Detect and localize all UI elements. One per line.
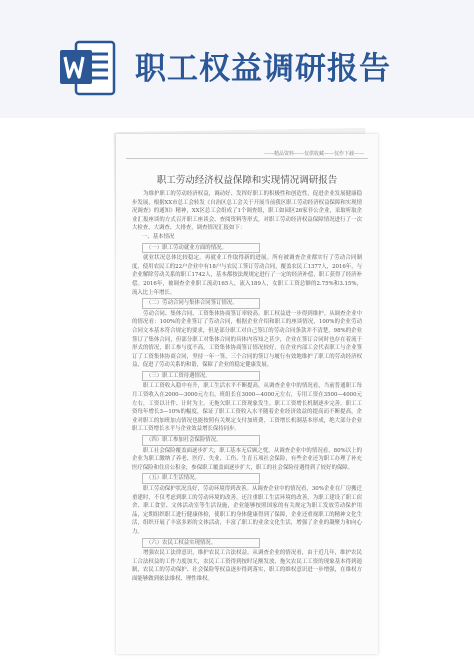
word-document-icon bbox=[58, 38, 118, 98]
preview-banner bbox=[0, 0, 474, 118]
paragraph-employment: 就业状况总体比较稳定。再就业工作取得新的进展。所有被调查企业都实行了劳动合同制度，使用农民工的22户企业中有18户与农民工签订劳动合同，覆盖农民工1377人，2016年，与企业解除劳动关系的职工1742人，基本都按法规规定进行了一定的经济补偿，职工获得了经济补偿。2016年，被调查企业职工流动165人，流入189人，女职工工资总额的2.75%和3.15%，流入比上年增长。 bbox=[132, 255, 362, 296]
section-heading-migrant-workers: （六）农民工权益实现情况。 bbox=[142, 538, 260, 549]
paragraph-living: 职工劳动保护状况良好，劳动环境得到改善。从调查企业中的情况看，30%企业在厂房搬迁重建时，不仅考虑到职工的劳动环境的改善，还注重职工生活环境的改善，为职工建设了职工宿舍、职工食堂、文体活动室等生活设施，企业能够按照国家的有关规定为职工发放劳动保护用品，定期组织职工进行健康体检，使职工的身体健康得到了保障，企业还重视职工的精神文化生活，组织开展了丰富多彩的文体活动，丰富了职工的业余文化生活，增强了企业的凝聚力和向心力。 bbox=[132, 486, 362, 535]
paragraph-migrant-workers: 增强农民工法律意识，维护农民工合法权益。从调查企业的情况看，由于近几年，维护农民工合法权益的工作力度加大，农民工工资得到按时足额发放，拖欠农民工工资的现象基本得到遏制，农民工的劳动保护、社会保险等权益逐步得到落实，职工的维权意识进一步增强，在维权方面能够做到依法维权、理性维权。 bbox=[132, 550, 362, 582]
document-body bbox=[132, 190, 362, 584]
section-heading-wages: （三）职工工资待遇情况。 bbox=[142, 371, 260, 382]
paragraph-wages: 职工工资收入稳中有升，职工生活水平不断提高。从调查企业中的情况看，当前普通职工每月工资收入在2000—3000元左右，班组长在3000—4000元左右，专用工资在3500—4000元左右，工资以计件、计时为主。无拖欠职工工资现象发生。职工工资增长机制逐步完善，职工工资每年增长3—10%的幅度，保证了职工工资收入水平随着企业经济效益的提高而不断提高，企业对职工的加班加点情况也能按照有关规定支付加班费，工资增长机制基本形成，绝大部分企业职工工资增长水平与企业效益增长保持同步。 bbox=[132, 383, 362, 433]
heading-basic-situation: 一、基本情况 bbox=[142, 233, 175, 240]
paragraph-insurance: 职工社会保险覆盖面逐步扩大，职工基本无后顾之忧。从调查企业中的情况看，80%以上的企业为职工缴纳了养老、医疗、失业、工伤、生育五项社会保险，有些企业还为职工办理了补充医疗保险和住房公积金，参保职工覆盖面逐步扩大，职工的社会保险待遇得到了较好的保障。 bbox=[132, 447, 362, 471]
section-heading-insurance: （四）职工参加社会保险情况。 bbox=[142, 435, 260, 446]
paragraph-contracts: 劳动合同、集体合同、工资集体协商签订率较高。职工权益进一步得到维护。从调查企业中的情况看：100%的企业签订了劳动合同，根据企业介绍和职工的座谈情况，100%的企业劳动合同文本基本符合规定的要求，但是部分职工对自己签订的劳动合同条款并不清楚，98%的企业签订了集体合同，但部分职工对集体合同的具体内容知之甚少，企业在签订合同时也存在着流于形式的情况，职工参与度不高。工资集体协商签订情况较好，在企业内部工会代表职工与企业签订了工资集体协商合同，坚持一年一签，三个合同的签订与履行有效地维护了职工的劳动经济权益，促进了劳动关系的和谐，保障了企业的稳定健康发展。 bbox=[132, 310, 362, 369]
intro-paragraph: 为维护职工的劳动经济权益，调动好、发挥好职工的积极性和创造性，促进企业发展健康稳步发展，根据XX市总工会转发《自治区总工会关于开展当前我区职工劳动经济权益保障和实现情况调查》的通知》精神，XX区总工会组成了1个调查组，职工如园区26家非公企业，采取听取企业汇报座谈的方式召开职工座谈会、查阅资料等形式，对职工劳动经济权益保障情况进行了一次大检查、大调查、大排查，调查情况汇报如下： bbox=[132, 191, 362, 232]
document-page[interactable] bbox=[116, 134, 378, 654]
section-heading-living: （五）职工生活情况。 bbox=[142, 473, 260, 484]
section-heading-employment: （一）职工劳动就业方面的情况。 bbox=[142, 243, 260, 254]
header-divider bbox=[126, 158, 368, 159]
page-header: ——精品资料——仅供收藏——仅作下载—— bbox=[263, 151, 364, 157]
section-heading-contracts: （二）劳动合同与集体合同签订情况。 bbox=[142, 298, 260, 309]
document-title: 职工劳动经济权益保障和实现情况调研报告 bbox=[156, 175, 338, 186]
banner-title: 职工权益调研报告 bbox=[135, 51, 391, 87]
